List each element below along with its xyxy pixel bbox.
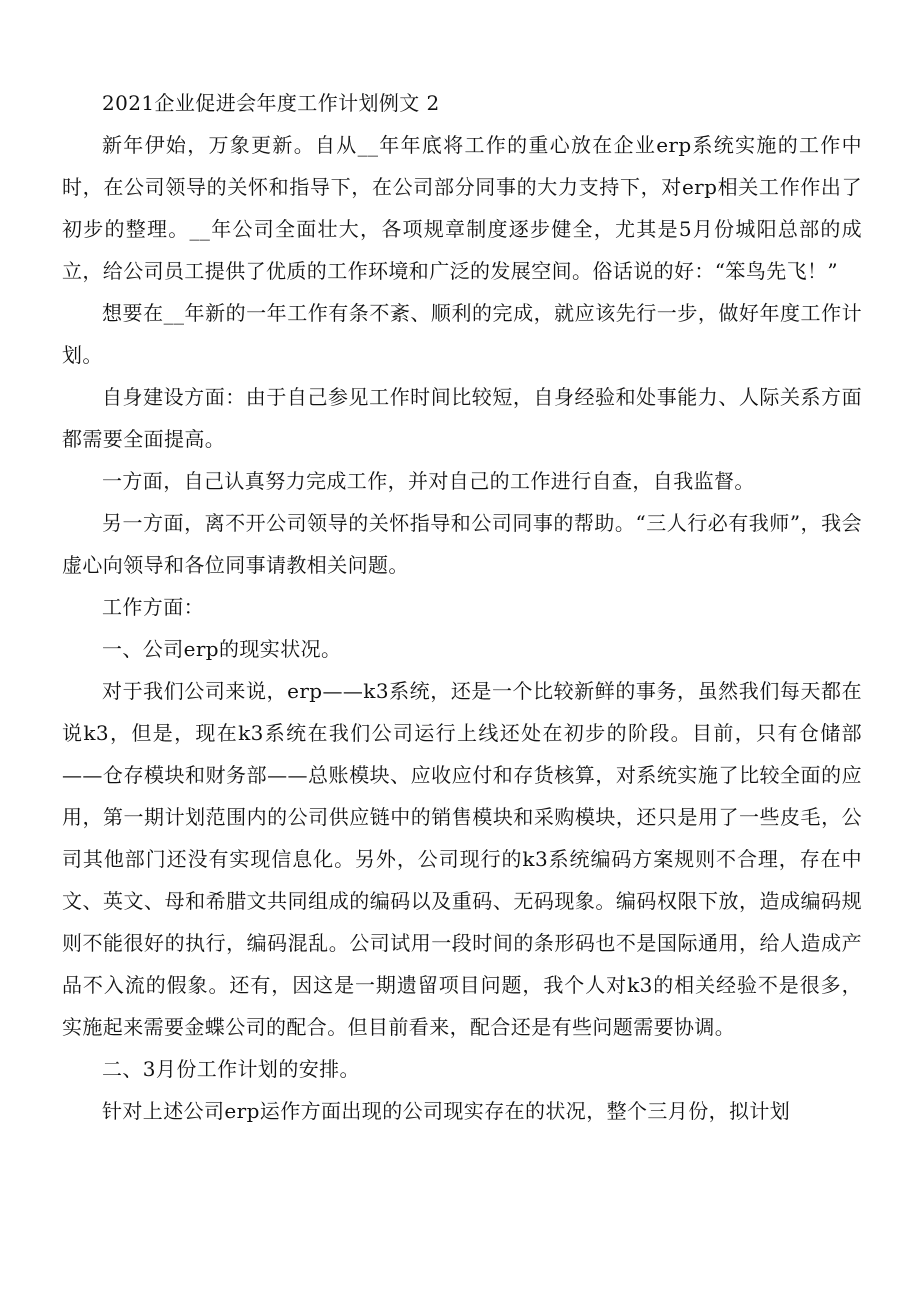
paragraph-self-development: 自身建设方面：由于自己参见工作时间比较短，自身经验和处事能力、人际关系方面都需要全面提高。 (62, 385, 862, 451)
paragraph-one-hand: 一方面，自己认真努力完成工作，并对自己的工作进行自查，自我监督。 (102, 469, 755, 493)
paragraph-work-heading: 工作方面： (102, 595, 204, 619)
paragraph-intro: 新年伊始，万象更新。自从__年年底将工作的重心放在企业erp系统实施的工作中时，在公司领导的关怀和指导下，在公司部分同事的大力支持下，对erp相关工作作出了初步的整理。__年公司全面壮大，各项规章制度逐步健全，尤其是5月份城阳总部的成立，给公司员工提供了优质的工作环境和广泛的发展空间。俗话说的好：“笨鸟先飞！” (62, 133, 862, 283)
paragraph-section-two-heading: 二、3月份工作计划的安排。 (102, 1057, 360, 1081)
paragraph-plan-goal: 想要在__年新的一年工作有条不紊、顺利的完成，就应该先行一步，做好年度工作计划。 (62, 301, 862, 367)
document-body (62, 82, 862, 1132)
paragraph-other-hand: 另一方面，离不开公司领导的关怀指导和公司同事的帮助。“三人行必有我师”，我会虚心向领导和各位同事请教相关问题。 (62, 511, 862, 577)
paragraph-march-plan: 针对上述公司erp运作方面出现的公司现实存在的状况，整个三月份，拟计划 (102, 1099, 791, 1123)
paragraph-erp-status: 对于我们公司来说，erp——k3系统，还是一个比较新鲜的事务，虽然我们每天都在说k3，但是，现在k3系统在我们公司运行上线还处在初步的阶段。目前，只有仓储部——仓存模块和财务部——总账模块、应收应付和存货核算，对系统实施了比较全面的应用，第一期计划范围内的公司供应链中的销售模块和采购模块，还只是用了一些皮毛，公司其他部门还没有实现信息化。另外，公司现行的k3系统编码方案规则不合理，存在中文、英文、母和希腊文共同组成的编码以及重码、无码现象。编码权限下放，造成编码规则不能很好的执行，编码混乱。公司试用一段时间的条形码也不是国际通用，给人造成产品不入流的假象。还有，因这是一期遗留项目问题，我个人对k3的相关经验不是很多，实施起来需要金蝶公司的配合。但目前看来，配合还是有些问题需要协调。 (62, 679, 862, 1039)
paragraph-section-one-heading: 一、公司erp的现实状况。 (102, 637, 342, 661)
document-title: 2021企业促进会年度工作计划例文 2 (102, 91, 440, 115)
